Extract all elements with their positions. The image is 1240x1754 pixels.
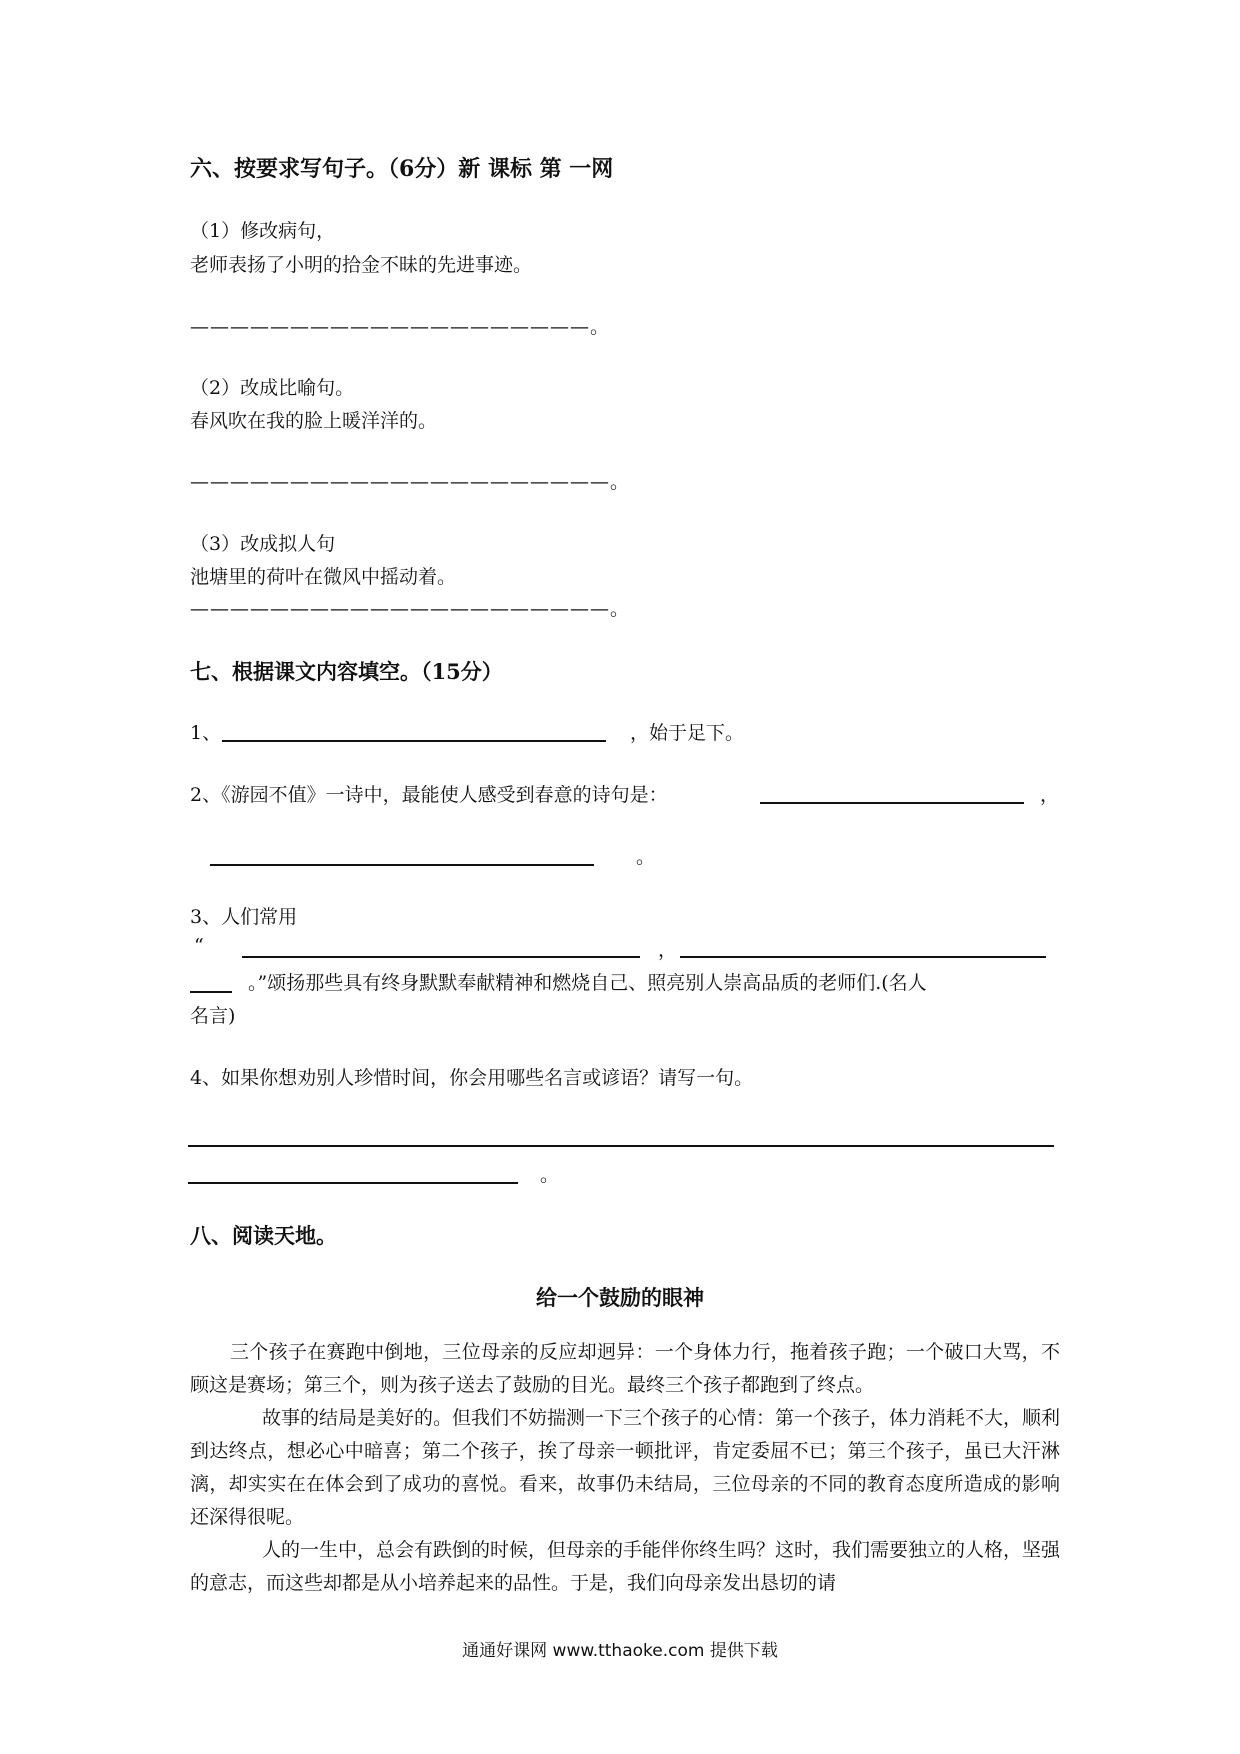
q7-4-blank-1[interactable] [188,1145,1054,1147]
q7-3-blank-1[interactable] [242,956,640,958]
section-7-heading: 七、根据课文内容填空。（15分） [190,659,503,684]
q7-2-text: 2、《游园不值》一诗中，最能使人感受到春意的诗句是： [190,784,668,806]
q7-3-tail-2: 名言) [190,1005,236,1027]
q6-1-sentence: 老师表扬了小明的拾金不昧的先进事迹。 [190,254,533,276]
q6-1-label: （1）修改病句， [190,220,336,242]
q7-2-blank-1[interactable] [760,802,1024,804]
q7-1-number: 1、 [190,722,222,744]
q6-1-answer-line[interactable]: ————————————————————。 [190,316,611,338]
q7-1-suffix: ，始于足下。 [630,722,745,744]
q7-3-quote-open: “ [194,935,204,957]
q7-1-blank[interactable] [222,740,606,742]
section-6-heading: 六、按要求写句子。（6分）新 课标 第 一网 [190,156,614,182]
q7-2-comma: ， [1040,784,1060,806]
page-footer: 通通好课网 www.tthaoke.com 提供下载 [462,1641,778,1661]
section-8-heading: 八、阅读天地。 [190,1223,337,1248]
q6-2-answer-line[interactable]: —————————————————————。 [190,471,631,493]
q6-2-label: （2）改成比喻句。 [190,377,355,399]
article-paragraph-2: 故事的结局是美好的。但我们不妨揣测一下三个孩子的心情：第一个孩子，体力消耗不大，顺利到达终点，想必心中暗喜；第二个孩子，挨了母亲一顿批评，肯定委屈不已；第三个孩子，虽已大汗淋漓，却实实在在体会到了成功的喜悦。看来，故事仍未结局，三位母亲的不同的教育态度所造成的影响还深得很呢。 [190,1407,1061,1528]
q6-3-answer-line[interactable]: —————————————————————。 [190,598,631,620]
article-paragraph-1: 三个孩子在赛跑中倒地，三位母亲的反应却迥异：一个身体力行，拖着孩子跑；一个破口大骂，不顾这是赛场；第三个，则为孩子送去了鼓励的目光。最终三个孩子都跑到了终点。 [190,1341,1060,1396]
q6-2-sentence: 春风吹在我的脸上暖洋洋的。 [190,410,438,432]
q7-3-text: 3、人们常用 [190,906,298,928]
q7-4-blank-2[interactable] [188,1182,518,1184]
q7-3-blank-3[interactable] [190,991,232,993]
q6-3-sentence: 池塘里的荷叶在微风中摇动着。 [190,566,457,588]
article-body [190,1336,1060,1600]
article-title: 给一个鼓励的眼神 [536,1285,704,1310]
q7-3-blank-2[interactable] [680,956,1046,958]
q7-2-blank-2[interactable] [210,864,594,866]
q6-3-label: （3）改成拟人句 [190,533,336,555]
q7-3-tail: 。”颂扬那些具有终身默默奉献精神和燃烧自己、照亮别人崇高品质的老师们.(名人 [248,972,927,994]
q7-3-comma: ， [658,939,678,961]
q7-2-period: 。 [636,846,656,868]
q7-4-text: 4、如果你想劝别人珍惜时间，你会用哪些名言或谚语？请写一句。 [190,1067,754,1089]
q7-4-period: 。 [540,1164,560,1186]
article-paragraph-3: 人的一生中，总会有跌倒的时候，但母亲的手能伴你终生吗？这时，我们需要独立的人格，坚强的意志，而这些却都是从小培养起来的品性。于是，我们向母亲发出恳切的请 [190,1539,1061,1594]
